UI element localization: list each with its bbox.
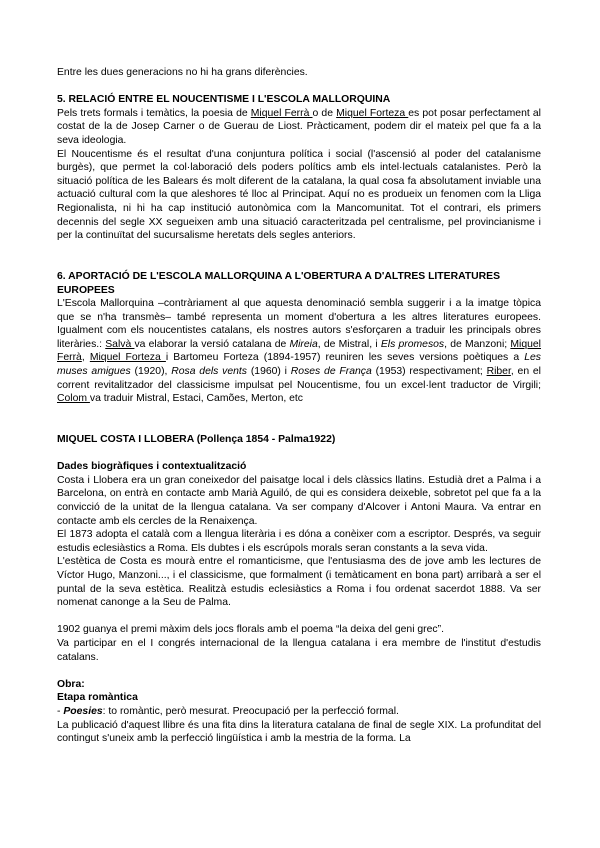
title-roses-de-franca: Roses de França <box>290 366 372 378</box>
spacer <box>57 664 541 678</box>
document-page <box>57 66 541 746</box>
obra-heading: Obra: <box>57 678 85 690</box>
link-miquel-ferra-2[interactable]: Miquel Ferrà <box>57 338 541 364</box>
section-6-paragraph <box>57 297 541 406</box>
biography-paragraph-5: Va participar en el I congrés internacional de la llengua catalana i era membre de l'institut d'estudis catalans. <box>57 637 541 663</box>
text: , de Mistral, i <box>317 338 381 350</box>
biography-paragraph-4: 1902 guanya el premi màxim dels jocs florals amb el poema “la deixa del geni grec”. <box>57 624 444 636</box>
text: va elaborar la versió catalana de <box>134 338 290 350</box>
text: , en el corrent revitalitzador del classicisme impulsat pel Noucentisme, fou un excel·lent traductor de Virgili; <box>57 366 541 391</box>
text: : to romàntic, però mesurat. Preocupació per la perfecció formal. <box>102 705 399 717</box>
text: L'Escola Mallorquina –contràriament al que aquesta denominació sembla suggerir i a la imatge tòpica que se n'ha transmès– també representa un moment d'obertura a les altres literatures europees. Igualment com els noucentistes catalans, els nostres autors s'esforçaren a traduir les principals obres literàries.: <box>57 298 541 350</box>
biography-paragraph-1: Costa i Llobera era un gran coneixedor del paisatge local i dels clàssics llatins. Estudià dret a Palma i a Barcelona, on entrà en contacte amb Marià Aguiló, de qui es considera deixeble, sobretot pel que fa a la convicció de la unitat de la llengua catalana. Va ser company d'Alcover i Antoni Maura. Va entrar en contacte amb els cercles de la Renaixença. <box>57 474 541 527</box>
link-miquel-ferra[interactable]: Miquel Ferrà <box>250 107 313 119</box>
spacer <box>57 610 541 624</box>
text: Pels trets formals i temàtics, la poesia de <box>57 107 251 119</box>
text: (1960) i <box>247 366 291 378</box>
title-els-promesos: Els promesos <box>380 338 445 350</box>
link-miquel-forteza-2[interactable]: Miquel Forteza <box>89 352 166 364</box>
etapa-romantica-heading: Etapa romàntica <box>57 692 138 704</box>
text: i Bartomeu Forteza (1894-1957) reuniren les seves versions poètiques a <box>165 352 525 364</box>
title-mireia: Mireia <box>289 338 318 350</box>
title-les-muses-amigues: Les muses amigues <box>57 352 541 378</box>
text: , de Manzoni; <box>444 338 511 350</box>
link-colom[interactable]: Colom <box>57 393 90 405</box>
costa-heading: MIQUEL COSTA I LLOBERA (Pollença 1854 - Palma1922) <box>57 434 336 446</box>
link-riber[interactable]: Riber <box>486 366 511 378</box>
section-5-paragraph-1 <box>57 107 541 148</box>
poesies-line <box>57 705 541 719</box>
text: es pot posar perfectament al costat de la de Josep Carner o de Guerau de Liost. Pràcticament, podem dir el mateix pel que fa a la seva ideologia. <box>57 107 541 146</box>
spacer <box>57 243 541 257</box>
biography-paragraph-3: L'estètica de Costa es mourà entre el romanticisme, que l'entusiasma des de jove amb les lectures de Víctor Hugo, Manzoni..., i el classicisme, que formalment (i temàticament en bona part) arribarà a ser el puntal de la seva estètica. Realitzà estudis eclesiàstics a Roma i fou ordenat sacerdot 1888. Va ser nomenat canonge a la Seu de Palma. <box>57 556 541 609</box>
biography-paragraph-2: El 1873 adopta el català com a llengua literària i es dóna a conèixer com a escriptor. Després, va seguir estudis eclesiàstics a Roma. Els dubtes i els escrúpols morals seran constants a la seva vida. <box>57 529 541 554</box>
section-6-heading: 6. APORTACIÓ DE L'ESCOLA MALLORQUINA A L'OBERTURA A D'ALTRES LITERATURES EUROPEES <box>57 270 501 296</box>
text: o de <box>312 107 337 119</box>
title-poesies: Poesies <box>63 705 103 717</box>
section-5-heading: 5. RELACIÓ ENTRE EL NOUCENTISME I L'ESCOLA MALLORQUINA <box>57 94 391 106</box>
title-rosa-dels-vents: Rosa dels vents <box>171 366 248 378</box>
spacer <box>57 80 541 94</box>
text: (1953) respectivament; <box>371 366 487 378</box>
spacer <box>57 419 541 433</box>
text: - <box>57 705 64 717</box>
spacer <box>57 447 541 461</box>
section-5-paragraph-2: El Noucentisme és el resultat d'una conjuntura política i social (l'ascensió al poder del catalanisme burgès), que permet la col·laboració dels poders polítics amb els intel·lectuals catalanistes. Però la situació política de les Balears és molt diferent de la catalana, la qual cosa fa absolutament inviable una actuació cultural com la que aleshores té lloc al Principat. Aquí no es produeix un fenomen com la Lliga Regionalista, ni hi ha cap institució autonòmica com la Mancomunitat. Tot el contrari, els primers decennis del segle XX segueixen amb una situació caracteritzada pel centralisme, pel provincianisme i per la continuïtat del sucursalisme heretats dels segles anteriors. <box>57 148 541 242</box>
obra-paragraph: La publicació d'aquest llibre és una fita dins la literatura catalana de final de segle XIX. La profunditat del contingut s'uneix amb la perfecció lingüística i amb la mestria de la forma. La <box>57 719 541 745</box>
text: (1920), <box>130 366 172 378</box>
text: , <box>81 352 90 364</box>
spacer <box>57 256 541 270</box>
link-miquel-forteza[interactable]: Miquel Forteza <box>336 107 409 119</box>
link-salva[interactable]: Salvà <box>105 338 135 350</box>
intro-paragraph: Entre les dues generacions no hi ha grans diferències. <box>57 67 308 78</box>
spacer <box>57 406 541 420</box>
text: va traduir Mistral, Estaci, Camões, Merton, etc <box>89 393 303 405</box>
biography-subheading: Dades biogràfiques i contextualització <box>57 461 247 473</box>
